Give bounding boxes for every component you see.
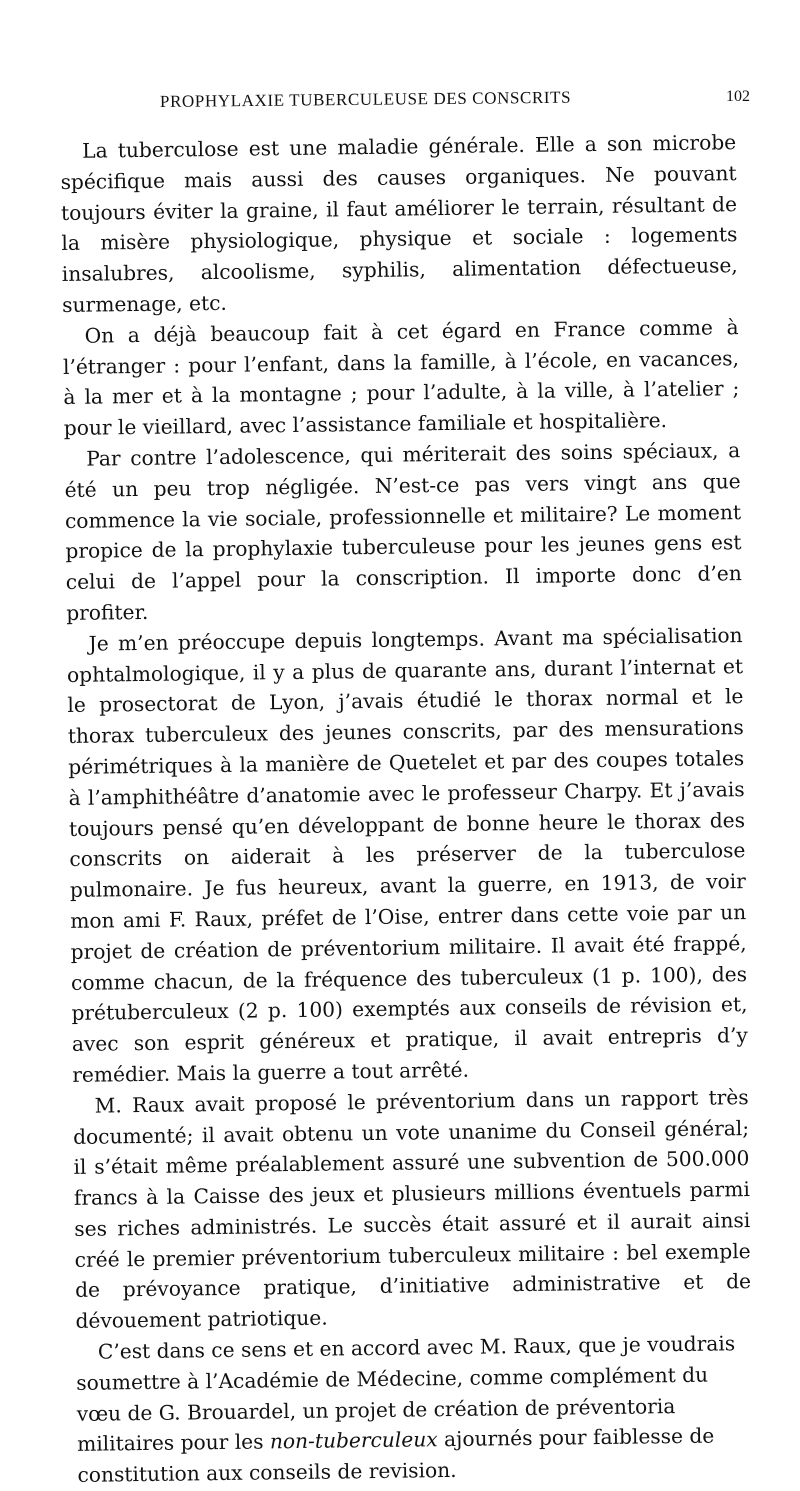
body-text: [60, 127, 754, 1491]
page-number: 102: [726, 88, 750, 105]
paragraph: La tuberculose est une maladie générale. Elle a son microbe spécifique mais aussi des causes organiques. Ne pouvant toujours éviter la graine, il faut améliorer le terrain, résultant de la misère physiologique, physique et sociale : logements insalubres, alcoolisme, syphilis, alimentation défectueuse, surmenage, etc.: [60, 130, 738, 317]
closing-text-end: ajournés pour faiblesse de constitution aux conseils de revision.: [77, 1424, 715, 1488]
paragraph: On a déjà beaucoup fait à cet égard en France comme à l’étranger : pour l’enfant, dans la famille, à l’école, en vacances, à la mer et à la montagne ; pour l’adulte, à la ville, à l’atelier ; pour le vieillard, avec l’assistance familiale et hospitalière.: [62, 314, 740, 441]
paragraph: Je m’en préoccupe depuis longtemps. Avant ma spécialisation ophtalmologique, il y a plus de quarante ans, durant l’internat et le prosectorat de Lyon, j’avais étudié le thorax normal et le thorax tuberculeux des jeunes conscrits, par des mensurations périmétriques à la manière de Quetelet et par des coupes totales à l’amphithéâtre d’anatomie avec le professeur Charpy. Et j’avais toujours pensé qu’en développant de bonne heure le thorax des conscrits on aiderait à les préserver de la tuberculose pulmonaire. Je fus heureux, avant la guerre, en 1913, de voir mon ami F. Raux, préfet de l’Oise, entrer dans cette voie par un projet de création de préventorium militaire. Il avait été frappé, comme chacun, de la fréquence des tuberculeux (1 p. 100), des prétuberculeux (2 p. 100) exemptés aux conseils de révision et, avec son esprit généreux et pratique, il avait entrepris d’y remédier. Mais la guerre a tout arrêté.: [66, 622, 748, 1087]
running-title: PROPHYLAXIE TUBERCULEUSE DES CONSCRITS: [159, 87, 572, 111]
paragraph: M. Raux avait proposé le préventorium dans un rapport très documenté; il avait obtenu un vote unanime du Conseil général; il s’était même préalablement assuré une subvention de 500.000 francs à la Caisse des jeux et plusieurs millions éventuels parmi ses riches administrés. Le succès était assuré et il aurait ainsi créé le premier préventorium tuberculeux militaire : bel exemple de prévoyance pratique, d’initiative administrative et de dévouement patriotique.: [72, 1084, 752, 1334]
paragraph: Par contre l’adolescence, qui mériterait des soins spéciaux, a été un peu trop négligée. N’est-ce pas vers vingt ans que commence la vie sociale, professionnelle et militaire? Le moment propice de la prophylaxie tuberculeuse pour les jeunes gens est celui de l’appel pour la conscription. Il importe donc d’en profiter.: [64, 438, 742, 625]
closing-paragraph: [76, 1328, 754, 1491]
running-head: [60, 88, 750, 118]
italic-term: non-tuberculeux: [269, 1427, 438, 1454]
closing-text-start: C’est dans ce sens et en accord avec M. Raux, que je voudrais soumettre à l’Académie de Médecine, comme complément du vœu de G. Brouardel, un projet de création de préventoria militaires pour les: [76, 1331, 736, 1457]
